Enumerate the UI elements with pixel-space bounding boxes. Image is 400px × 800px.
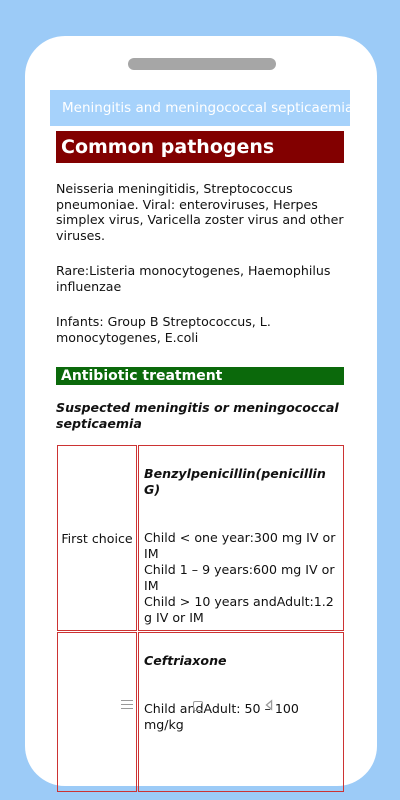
pathogens-paragraph: Neisseria meningitidis, Streptococcus pneumoniae. Viral: enteroviruses, Herpes simplex virus, Varicella zoster virus and other viruses. — [56, 181, 344, 243]
app-bar — [50, 90, 354, 126]
treatment-table — [56, 444, 345, 793]
home-icon[interactable] — [193, 701, 203, 711]
treatment-cell — [138, 445, 344, 631]
drug-name: Ceftriaxone — [144, 653, 227, 668]
dose-line: Child 1 – 9 years:600 mg IV or IM — [144, 562, 335, 593]
app-screen — [50, 90, 354, 732]
speaker-grille — [128, 58, 276, 70]
pathogens-infants-paragraph: Infants: Group B Streptococcus, L. monocytogenes, E.coli — [56, 314, 271, 345]
dose-line: Child < one year:300 mg IV or IM — [144, 530, 336, 561]
back-icon[interactable] — [263, 699, 275, 711]
dose-line: Child andAdult: 50 – 100 mg/kg — [144, 701, 299, 732]
section-heading-pathogens: Common pathogens — [56, 131, 344, 163]
treatment-subheading: Suspected meningitis or meningococcal septicaemia — [56, 400, 339, 431]
pathogens-rare-paragraph: Rare:Listeria monocytogenes, Haemophilus influenzae — [56, 263, 331, 294]
table-row — [57, 445, 344, 631]
menu-icon[interactable] — [121, 700, 133, 712]
choice-label-cell: First choice — [57, 445, 137, 631]
section-heading-antibiotics: Antibiotic treatment — [56, 367, 344, 385]
app-title: Meningitis and meningococcal septicaemia — [62, 100, 354, 116]
dose-line: Child > 10 years andAdult:1.2 g IV or IM — [144, 594, 334, 625]
system-nav-bar — [25, 686, 377, 726]
phone-frame — [25, 36, 377, 786]
drug-name: Benzylpenicillin(penicillin G) — [144, 466, 326, 497]
